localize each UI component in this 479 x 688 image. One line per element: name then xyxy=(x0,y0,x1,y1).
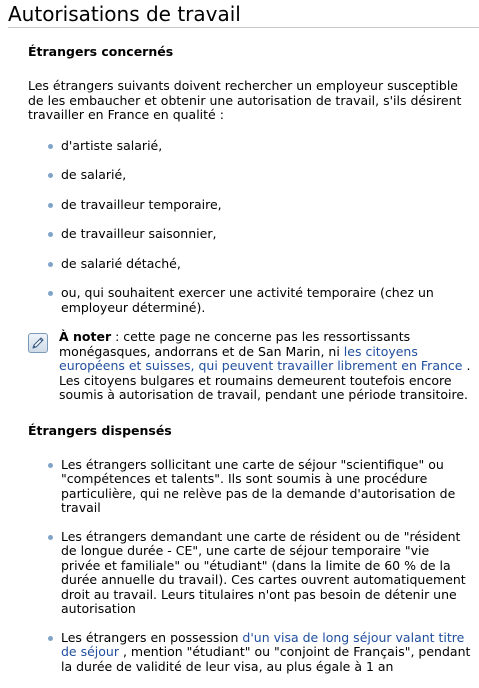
bullet-icon xyxy=(48,262,53,267)
bullet-icon xyxy=(48,636,53,641)
bullet-icon xyxy=(48,463,53,468)
bullet-icon xyxy=(48,535,53,540)
section-intro: Les étrangers suivants doivent rechercher un employeur susceptible de les embaucher et obtenir une autorisation de travail, s'ils désirent travailler en France en qualité : xyxy=(28,78,462,122)
note-box xyxy=(28,330,472,403)
concernes-list xyxy=(28,139,472,316)
list-item: de salarié détaché, xyxy=(28,257,472,272)
note-text: À noter : cette page ne concerne pas les ressortissants monégasques, andorrans et de San Marin, ni les citoyens européens et suisses, qui peuvent travailler librement en France . Les citoyens bulgares et roumains demeurent toutefois encore soumis à autorisation de travail, pendant une période transitoire. xyxy=(59,329,471,402)
long-stay-visa-link[interactable]: d'un visa de long séjour valant titre de séjour xyxy=(61,629,465,659)
title-divider xyxy=(8,27,479,28)
page-title: Autorisations de travail xyxy=(8,2,241,26)
section-heading-dispenses: Étrangers dispensés xyxy=(28,422,172,438)
dispenses-list xyxy=(28,458,472,675)
list-item: de travailleur saisonnier, xyxy=(28,227,472,242)
section-heading-concernes: Étrangers concernés xyxy=(28,44,174,59)
eu-citizens-link[interactable]: les citoyens européens et suisses, qui peuvent travailler librement en France xyxy=(59,343,463,373)
main-content xyxy=(28,44,472,688)
note-label: À noter xyxy=(59,329,112,344)
list-item: Les étrangers sollicitant une carte de séjour "scientifique" ou "compétences et talents". Ils sont soumis à une procédure particulière, qui ne relève pas de la demande d'autorisation de travail xyxy=(28,458,472,516)
bullet-icon xyxy=(48,203,53,208)
list-item: de travailleur temporaire, xyxy=(28,198,472,213)
list-item: Les étrangers demandant une carte de résident ou de "résident de longue durée - CE", une carte de séjour temporaire "vie privée et familiale" ou "étudiant" (dans la limite de 60 % de la durée annuelle du travail). Ces cartes ouvrent automatiquement droit au travail. Leurs titulaires n'ont pas besoin de détenir une autorisation xyxy=(28,530,472,617)
bullet-icon xyxy=(48,144,53,149)
bullet-icon xyxy=(48,291,53,296)
pencil-icon xyxy=(28,333,48,353)
bullet-icon xyxy=(48,232,53,237)
bullet-icon xyxy=(48,173,53,178)
list-item: Les étrangers en possession d'un visa de long séjour valant titre de séjour , mention "étudiant" ou "conjoint de Français", pendant la durée de validité de leur visa, au plus égale à 1 an xyxy=(28,631,472,675)
list-item: ou, qui souhaitent exercer une activité temporaire (chez un employeur déterminé). xyxy=(28,286,472,315)
list-item: de salarié, xyxy=(28,168,472,183)
list-item: d'artiste salarié, xyxy=(28,139,472,154)
